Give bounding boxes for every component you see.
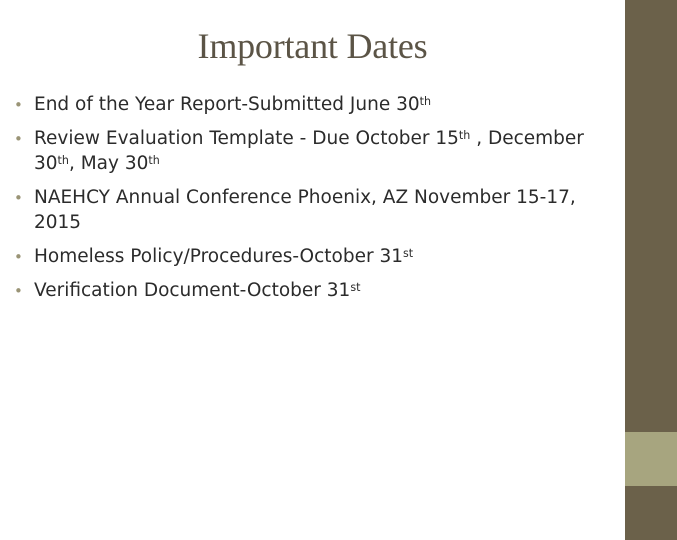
list-item-homeless-policy: [14, 244, 620, 269]
bullet-icon: •: [14, 130, 23, 148]
item-sup: th: [57, 154, 69, 168]
item-text: Verification Document-October 31: [34, 280, 351, 301]
list-item-verification-document: [14, 278, 620, 303]
item-sup: th: [148, 154, 160, 168]
list-item-review-evaluation: [14, 126, 620, 176]
list-item-year-end-report: [14, 92, 620, 117]
slide-title: Important Dates: [197, 26, 428, 66]
item-text: Homeless Policy/Procedures-October 31: [34, 246, 403, 267]
item-text: Review Evaluation Template - Due October 15: [34, 128, 459, 149]
item-sup: th: [419, 95, 432, 109]
sidebar-accent-block: [625, 432, 677, 486]
item-sup: st: [350, 281, 361, 295]
item-sup: th: [458, 129, 471, 143]
bullet-icon: •: [14, 96, 23, 114]
bullet-icon: •: [14, 189, 23, 207]
item-text: , December 30: [34, 128, 584, 174]
item-text: End of the Year Report-Submitted June 30: [34, 94, 420, 115]
bullet-icon: •: [14, 282, 23, 300]
item-text: NAEHCY Annual Conference Phoenix, AZ November 15-17, 2015: [34, 187, 576, 233]
list-item-naehcy-conference: [14, 185, 620, 235]
item-sup: st: [403, 247, 414, 261]
date-list: [14, 92, 620, 312]
item-text: , May 30: [68, 153, 149, 174]
bullet-icon: •: [14, 248, 23, 266]
